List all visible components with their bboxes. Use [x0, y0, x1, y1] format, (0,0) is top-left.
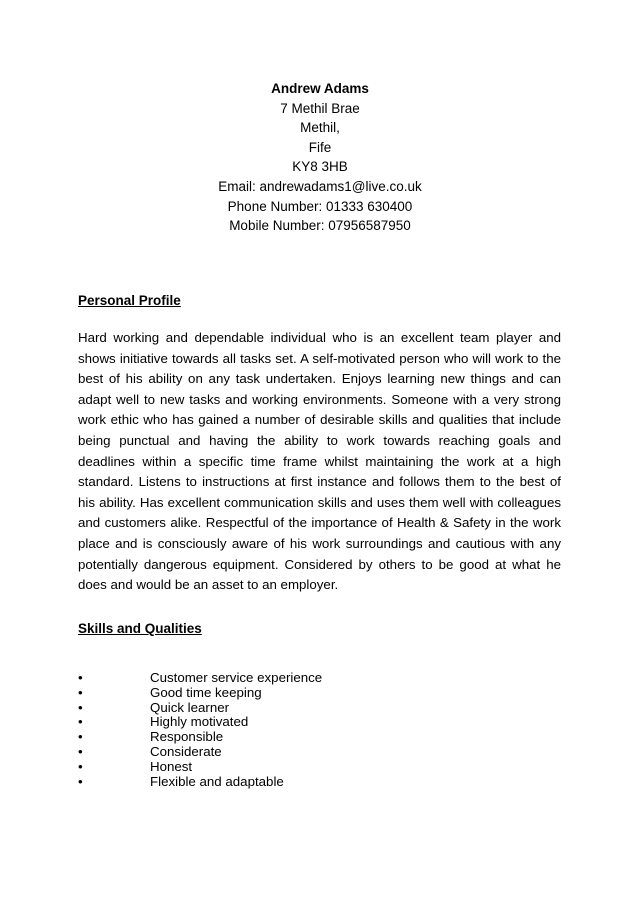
list-item	[78, 730, 322, 745]
skill-label: Honest	[150, 758, 193, 774]
bullet-icon: •	[78, 684, 83, 700]
skill-label: Responsible	[150, 729, 224, 745]
skills-list	[78, 671, 322, 789]
bullet-icon: •	[78, 729, 83, 745]
list-item	[78, 775, 322, 790]
bullet-icon: •	[78, 699, 83, 715]
bullet-icon: •	[78, 743, 83, 759]
phone-line: Phone Number: 01333 630400	[227, 198, 413, 214]
address-line-1: 7 Methil Brae	[280, 100, 360, 116]
mobile-line: Mobile Number: 07956587950	[229, 218, 411, 234]
list-item	[78, 715, 322, 730]
bullet-icon: •	[78, 773, 83, 789]
personal-profile-text: Hard working and dependable individual who is an excellent team player and shows initiative towards all tasks set. A self-motivated person who will work to the best of his ability on any task undertaken. Enjoys learning new things and can adapt well to new tasks and working environments. Someone with a very strong work ethic who has gained a number of desirable skills and qualities that include being punctual and having the ability to work towards reaching goals and deadlines within a specific time frame whilst maintaining the work at a high standard. Listens to instructions at first instance and follows them to the best of his ability. Has excellent communication skills and uses them well with colleagues and customers alike. Respectful of the importance of Health & Safety in the work place and is consciously aware of his work surroundings and cautious with any potentially dangerous equipment. Considered by others to be good at what he does and would be an asset to an employer.	[78, 330, 561, 593]
address-line-3: Fife	[308, 139, 332, 155]
list-item	[78, 686, 322, 701]
address-line-2: Methil,	[300, 120, 340, 136]
postcode: KY8 3HB	[292, 159, 348, 175]
personal-profile-heading: Personal Profile	[78, 293, 181, 308]
candidate-name: Andrew Adams	[271, 81, 369, 96]
list-item	[78, 760, 322, 775]
email-line: Email: andrewadams1@live.co.uk	[218, 178, 422, 194]
skills-heading: Skills and Qualities	[78, 621, 202, 636]
list-item	[78, 701, 322, 716]
bullet-icon: •	[78, 670, 83, 685]
skill-label: Highly motivated	[150, 714, 249, 730]
skill-label: Quick learner	[150, 699, 230, 715]
bullet-icon: •	[78, 758, 83, 774]
contact-header	[0, 79, 638, 236]
skill-label: Flexible and adaptable	[150, 773, 284, 789]
list-item	[78, 671, 322, 686]
list-item	[78, 745, 322, 760]
skill-label: Customer service experience	[150, 670, 323, 685]
skill-label: Considerate	[150, 743, 222, 759]
bullet-icon: •	[78, 714, 83, 730]
skill-label: Good time keeping	[150, 684, 262, 700]
